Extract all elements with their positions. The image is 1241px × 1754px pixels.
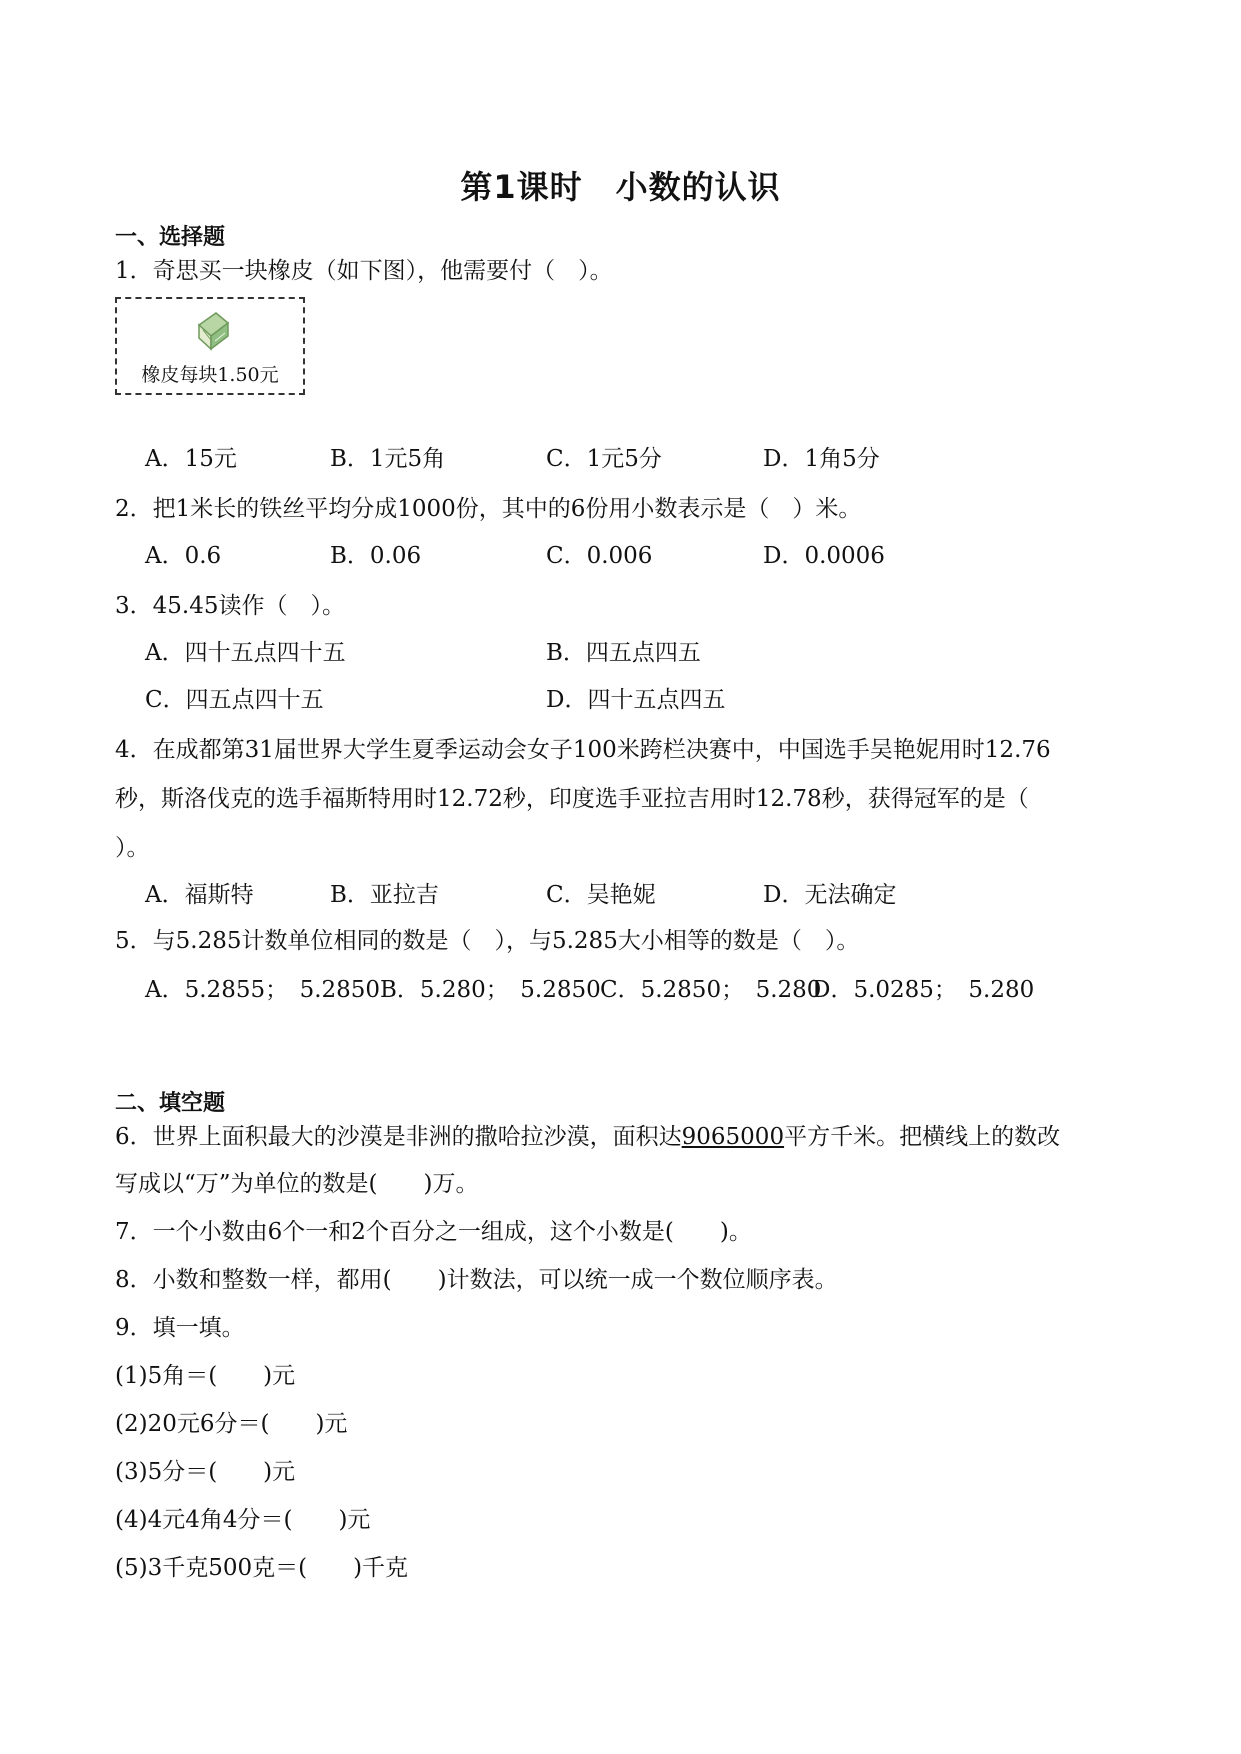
q1-option-a[interactable]: A．15元 [145,446,237,472]
q5-option-c[interactable]: C．5.2850； 5.280 [600,977,822,1003]
q9-item-5: (5)3千克500克＝( )千克 [115,1555,409,1581]
q5-option-b[interactable]: B．5.280； 5.2850 [380,977,601,1003]
q2-option-b[interactable]: B．0.06 [330,543,422,569]
eraser-icon [190,309,234,353]
page-title: 第1课时 小数的认识 [460,168,781,206]
question-3-stem: 3．45.45读作（ ）。 [115,593,345,619]
q9-item-2: (2)20元6分＝( )元 [115,1411,348,1437]
question-6-line-2: 写成以“万”为单位的数是( )万。 [115,1171,479,1197]
question-6-line-1 [115,1118,1060,1151]
q9-item-3: (3)5分＝( )元 [115,1459,296,1485]
question-4-line-1: 4．在成都第31届世界大学生夏季运动会女子100米跨栏决赛中，中国选手吴艳妮用时12.76 [115,737,1051,763]
q6-text-before: 6．世界上面积最大的沙漠是非洲的撒哈拉沙漠，面积达 [115,1124,682,1150]
q3-option-a[interactable]: A．四十五点四十五 [145,640,346,666]
question-2-stem: 2．把1米长的铁丝平均分成1000份，其中的6份用小数表示是（ ）米。 [115,496,862,522]
q5-option-d[interactable]: D．5.0285； 5.280 [812,977,1035,1003]
q4-option-b[interactable]: B．亚拉吉 [330,882,439,908]
question-1-stem: 1．奇思买一块橡皮（如下图），他需要付（ ）。 [115,258,613,284]
q9-item-1: (1)5角＝( )元 [115,1363,296,1389]
q3-option-d[interactable]: D．四十五点四五 [546,687,726,713]
section-heading-fill: 二、填空题 [115,1091,226,1116]
question-7: 7．一个小数由6个一和2个百分之一组成，这个小数是( )。 [115,1219,752,1245]
q9-item-4: (4)4元4角4分＝( )元 [115,1507,371,1533]
question-4-line-2: 秒，斯洛伐克的选手福斯特用时12.72秒，印度选手亚拉吉用时12.78秒，获得冠军的是（ [115,786,1029,812]
q1-option-b[interactable]: B．1元5角 [330,446,446,472]
q6-underlined-number: 9065000 [681,1124,785,1150]
question-4-line-3: ）。 [115,835,150,861]
q6-text-after: 平方千米。把横线上的数改 [784,1124,1061,1150]
question-8: 8．小数和整数一样，都用( )计数法，可以统一成一个数位顺序表。 [115,1267,838,1293]
q1-option-d[interactable]: D．1角5分 [763,446,880,472]
eraser-price-caption: 橡皮每块1.50元 [141,364,279,386]
q3-option-b[interactable]: B．四五点四五 [546,640,701,666]
q4-option-c[interactable]: C．吴艳妮 [546,882,656,908]
q3-option-c[interactable]: C．四五点四十五 [145,687,324,713]
question-9-stem: 9．填一填。 [115,1315,245,1341]
q2-option-d[interactable]: D．0.0006 [763,543,885,569]
q1-option-c[interactable]: C．1元5分 [546,446,662,472]
q2-option-a[interactable]: A．0.6 [145,543,222,569]
section-heading-choice: 一、选择题 [115,225,226,250]
q4-option-d[interactable]: D．无法确定 [763,882,897,908]
question-5-stem: 5．与5.285计数单位相同的数是（ ），与5.285大小相等的数是（ ）。 [115,928,860,954]
eraser-figure [115,297,305,395]
q5-option-a[interactable]: A．5.2855； 5.2850 [145,977,381,1003]
q2-option-c[interactable]: C．0.006 [546,543,653,569]
q4-option-a[interactable]: A．福斯特 [145,882,254,908]
